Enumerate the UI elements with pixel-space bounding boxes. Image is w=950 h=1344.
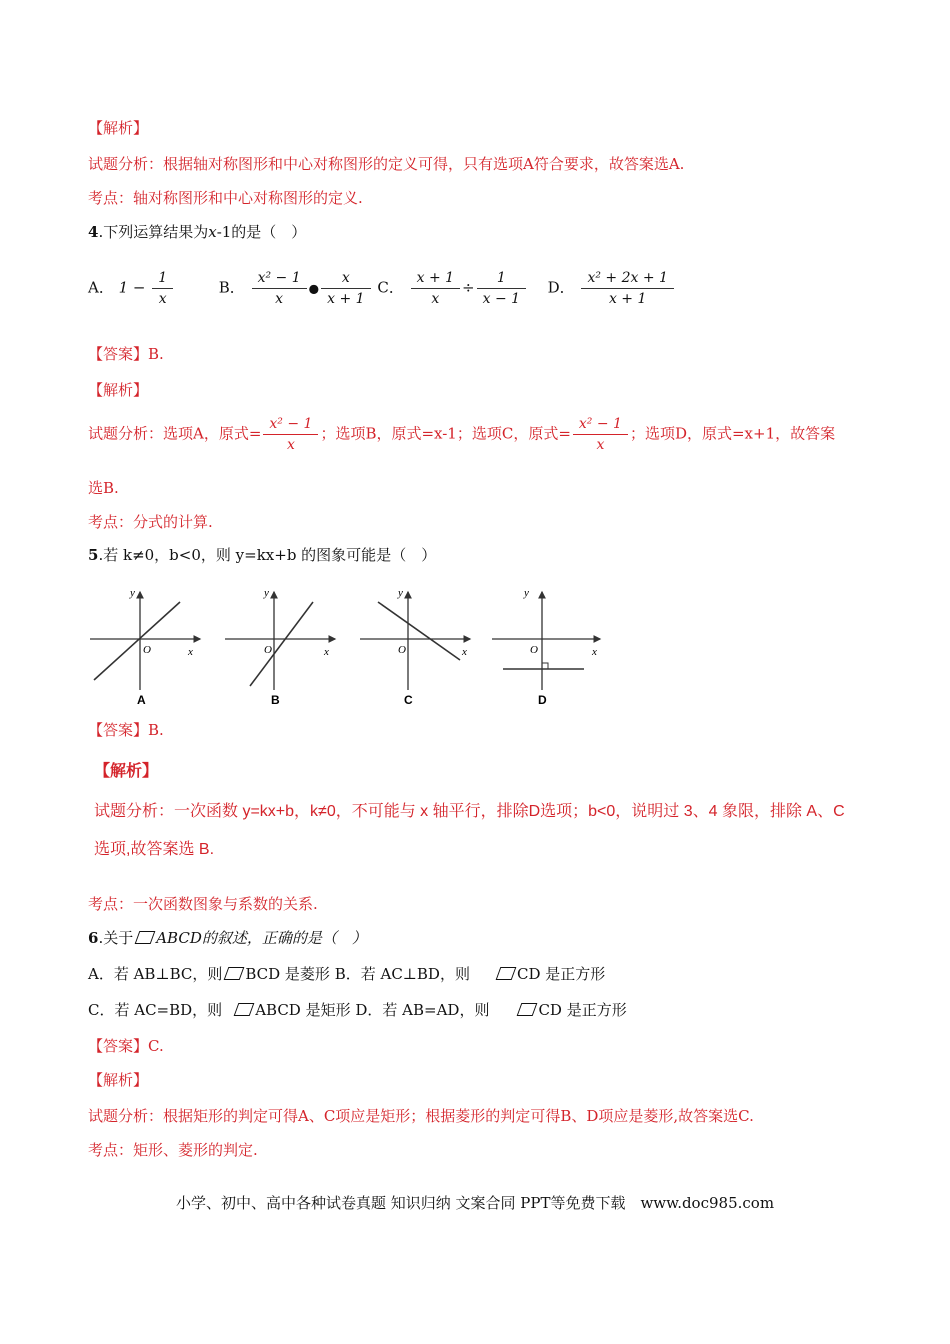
q5-c-origin: O [398, 644, 406, 656]
q4-option-d-frac [581, 268, 673, 309]
q5-b-axis-y: y [264, 587, 269, 599]
q6-answer: 【答案】C. [88, 1037, 164, 1055]
q3-analysis: 试题分析：根据轴对称图形和中心对称图形的定义可得，只有选项A符合要求，故答案选A. [88, 155, 685, 173]
q4-option-c-op: ÷ [462, 278, 475, 297]
q4-stem [88, 222, 306, 242]
q5-c-axis-x: x [462, 646, 467, 658]
q3-kaodian: 考点：轴对称图形和中心对称图形的定义. [88, 189, 363, 207]
q4-jiexi-label: 【解析】 [88, 381, 149, 399]
q6-stem-post: ABCD的叙述，正确的是（ ） [156, 929, 367, 947]
parallelogram-icon [496, 967, 517, 980]
q5-stem [88, 545, 436, 565]
q4-option-c-den1: x [431, 291, 440, 307]
q4-stem-var: x [208, 223, 217, 241]
q4-option-a-label: A． [88, 278, 114, 297]
q4-analysis-cont: 选B. [88, 479, 119, 497]
q6-stem [88, 928, 367, 948]
q4-analysis-2: ；选项B，原式=x-1；选项C，原式= [320, 424, 571, 443]
q5-a-axis-x: x [188, 646, 193, 658]
q6-jiexi-label: 【解析】 [88, 1071, 149, 1089]
q5-c-axis-y: y [398, 587, 403, 599]
q4-option-c-num1: x + 1 [411, 268, 460, 289]
q4-analysis-1: 试题分析：选项A，原式= [88, 424, 262, 443]
q4-option-d-num: x² + 2x + 1 [581, 268, 673, 289]
q6-number: 6 [88, 929, 99, 947]
q4-frac-a-den: x [286, 437, 295, 453]
q6-option-a: A．若 AB⊥BC，则 [88, 965, 223, 983]
q6-option-a-post: BCD 是菱形 [245, 965, 330, 983]
page-footer: 小学、初中、高中各种试卷真题 知识归纳 文案合同 PPT等免费下载 www.doc985.com [175, 1194, 775, 1212]
q4-stem-post: -1的是（ ） [216, 223, 307, 241]
q5-number: 5 [88, 546, 99, 564]
q6-option-c-post: ABCD 是矩形 [255, 1001, 351, 1019]
q5-b-axis-x: x [324, 646, 329, 658]
q5-stem-text: .若 k≠0，b<0，则 y=kx+b 的图象可能是（ ） [98, 546, 437, 564]
q4-frac-c-num: x² − 1 [573, 414, 628, 435]
q6-stem-pre: .关于 [98, 929, 134, 947]
q4-analysis [88, 414, 835, 462]
q4-option-b-num1: x² − 1 [252, 268, 307, 289]
q4-kaodian: 考点：分式的计算. [88, 513, 213, 531]
q5-graph-d [492, 587, 600, 707]
parallelogram-icon [135, 931, 156, 944]
q4-answer: 【答案】B. [88, 345, 164, 363]
q5-analysis-2: 选项,故答案选 B. [94, 841, 215, 858]
q4-option-d-den: x + 1 [608, 291, 647, 307]
q4-option-b-den2: x + 1 [327, 291, 365, 307]
q5-answer: 【答案】B. [88, 721, 164, 739]
q4-option-c-label: C． [377, 278, 404, 297]
q4-frac-a-num: x² − 1 [263, 414, 318, 435]
q6-kaodian: 考点：矩形、菱形的判定. [88, 1141, 258, 1159]
q4-frac-c-den: x [596, 437, 605, 453]
q5-kaodian: 考点：一次函数图象与系数的关系. [88, 895, 318, 913]
q5-graph-c [360, 587, 470, 707]
parallelogram-icon [517, 1003, 538, 1016]
q5-graph-c-label: C [404, 693, 413, 707]
q4-analysis-3: ；选项D，原式=x+1，故答案 [629, 424, 836, 443]
q5-a-axis-y: y [130, 587, 135, 599]
q6-option-d: D．若 AB=AD，则 [355, 1001, 490, 1019]
q4-option-b-frac2 [321, 268, 370, 309]
q4-options [88, 268, 676, 320]
q6-row-2 [88, 1000, 627, 1020]
q5-graph-d-label: D [538, 693, 547, 707]
q5-d-axis-x: x [592, 646, 597, 658]
q4-option-a-frac [152, 268, 173, 309]
q4-stem-pre: .下列运算结果为 [98, 223, 209, 241]
q4-option-a-pre: 1 − [118, 278, 146, 297]
parallelogram-icon [234, 1003, 255, 1016]
q4-option-b-num2: x [321, 268, 370, 289]
q4-analysis-frac-a [263, 414, 318, 455]
parallelogram-icon [224, 967, 245, 980]
q5-a-origin: O [143, 644, 151, 656]
q4-option-c-frac1 [411, 268, 460, 309]
q3-jiexi-label: 【解析】 [88, 119, 149, 137]
q4-analysis-frac-c [573, 414, 628, 455]
q5-graph-a-label: A [137, 693, 146, 707]
q6-option-d-post: CD 是正方形 [538, 1001, 627, 1019]
q5-graphs [88, 580, 608, 710]
q4-option-a-num: 1 [152, 268, 173, 289]
q5-d-origin: O [530, 644, 538, 656]
q4-option-c-num2: 1 [477, 268, 526, 289]
q4-option-c-frac2 [477, 268, 526, 309]
q5-graph-a [90, 587, 200, 707]
q5-jiexi-label: 【解析】 [94, 763, 159, 780]
q5-graph-b-label: B [271, 693, 280, 707]
q6-row-1 [88, 964, 605, 984]
q6-analysis: 试题分析：根据矩形的判定可得A、C项应是矩形；根据菱形的判定可得B、D项应是菱形,故答案选C. [88, 1107, 754, 1125]
q5-graph-b [225, 587, 335, 707]
q4-option-d-label: D． [547, 278, 575, 297]
q5-b-origin: O [264, 644, 272, 656]
q5-d-axis-y: y [524, 587, 529, 599]
q4-option-b-frac1 [252, 268, 307, 309]
q4-option-b-op: ● [308, 281, 320, 296]
q5-analysis-1: 试题分析：一次函数 y=kx+b，k≠0，不可能与 x 轴平行，排除D选项；b<0，说明过 3、4 象限，排除 A、C [94, 803, 845, 820]
q4-option-b-label: B． [218, 278, 245, 297]
q4-option-b-den1: x [275, 291, 284, 307]
q4-option-a-den: x [158, 291, 167, 307]
q6-option-b: B．若 AC⊥BD，则 [334, 965, 470, 983]
q6-option-b-post: CD 是正方形 [516, 965, 606, 983]
q4-option-c-den2: x − 1 [482, 291, 521, 307]
q6-option-c: C．若 AC=BD，则 [88, 1001, 223, 1019]
q4-number: 4 [88, 223, 99, 241]
